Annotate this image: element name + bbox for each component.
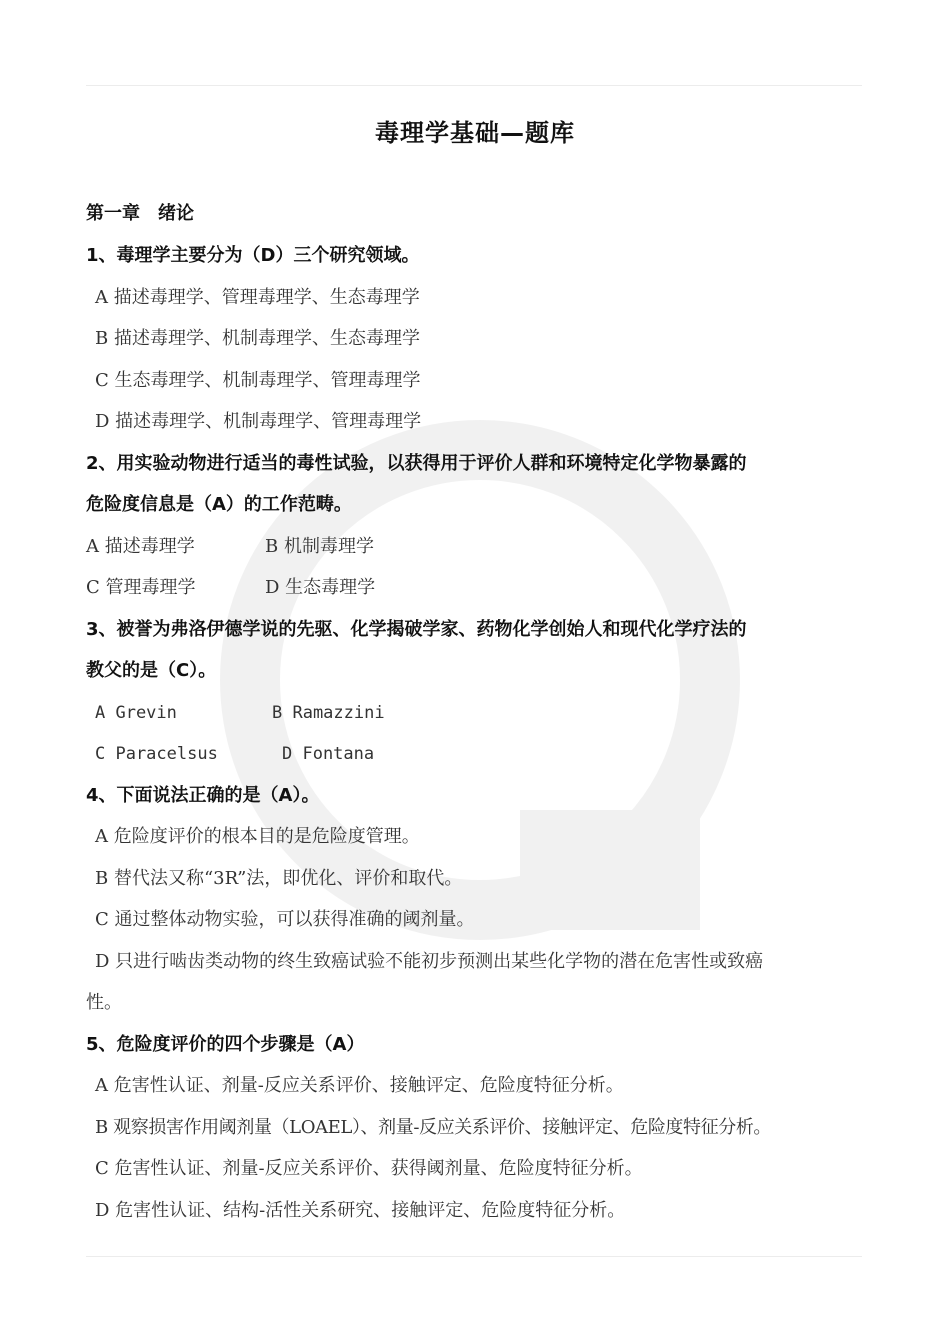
question-3-option-d: D Fontana xyxy=(282,744,375,764)
question-3-stem-line-2: 教父的是（C）。 xyxy=(86,660,217,681)
bottom-divider xyxy=(86,1256,862,1257)
question-1-option-a: A 描述毒理学、管理毒理学、生态毒理学 xyxy=(95,287,420,308)
question-2-option-a: A 描述毒理学 xyxy=(86,536,195,557)
question-4-stem: 4、下面说法正确的是（A）。 xyxy=(86,785,320,806)
question-4-option-d-line-1: D 只进行啮齿类动物的终生致癌试验不能初步预测出某些化学物的潜在危害性或致癌 xyxy=(95,951,764,972)
question-4-option-a: A 危险度评价的根本目的是危险度管理。 xyxy=(95,826,420,847)
question-2-option-b: B 机制毒理学 xyxy=(265,536,374,557)
question-3-option-a: A Grevin xyxy=(95,703,177,723)
question-5-option-b: B 观察损害作用阈剂量（LOAEL）、剂量-反应关系评价、接触评定、危险度特征分析。 xyxy=(95,1117,772,1138)
question-5-option-c: C 危害性认证、剂量-反应关系评价、获得阈剂量、危险度特征分析。 xyxy=(95,1158,643,1179)
question-4-option-b: B 替代法又称“3R”法，即优化、评价和取代。 xyxy=(95,868,463,889)
chapter-heading: 第一章 绪论 xyxy=(86,203,194,224)
question-3-stem-line-1: 3、被誉为弗洛伊德学说的先驱、化学揭破学家、药物化学创始人和现代化学疗法的 xyxy=(86,619,747,640)
question-2-option-d: D 生态毒理学 xyxy=(265,577,376,598)
page-title: 毒理学基础—题库 xyxy=(375,119,575,147)
question-4-option-c: C 通过整体动物实验，可以获得准确的阈剂量。 xyxy=(95,909,475,930)
top-divider xyxy=(86,85,862,86)
question-5-stem: 5、危险度评价的四个步骤是（A） xyxy=(86,1034,365,1055)
question-2-stem-line-2: 危险度信息是（A）的工作范畴。 xyxy=(86,494,352,515)
question-3-option-c: C Paracelsus xyxy=(95,744,218,764)
question-1-stem: 1、毒理学主要分为（D）三个研究领域。 xyxy=(86,245,420,266)
question-1-option-c: C 生态毒理学、机制毒理学、管理毒理学 xyxy=(95,370,421,391)
question-2-option-c: C 管理毒理学 xyxy=(86,577,196,598)
question-3-option-b: B Ramazzini xyxy=(272,703,385,723)
question-5-option-a: A 危害性认证、剂量-反应关系评价、接触评定、危险度特征分析。 xyxy=(95,1075,624,1096)
question-1-option-d: D 描述毒理学、机制毒理学、管理毒理学 xyxy=(95,411,422,432)
question-5-option-d: D 危害性认证、结构-活性关系研究、接触评定、危险度特征分析。 xyxy=(95,1200,626,1221)
question-4-option-d-line-2: 性。 xyxy=(86,992,122,1013)
question-1-option-b: B 描述毒理学、机制毒理学、生态毒理学 xyxy=(95,328,420,349)
question-2-stem-line-1: 2、用实验动物进行适当的毒性试验，以获得用于评价人群和环境特定化学物暴露的 xyxy=(86,453,747,474)
